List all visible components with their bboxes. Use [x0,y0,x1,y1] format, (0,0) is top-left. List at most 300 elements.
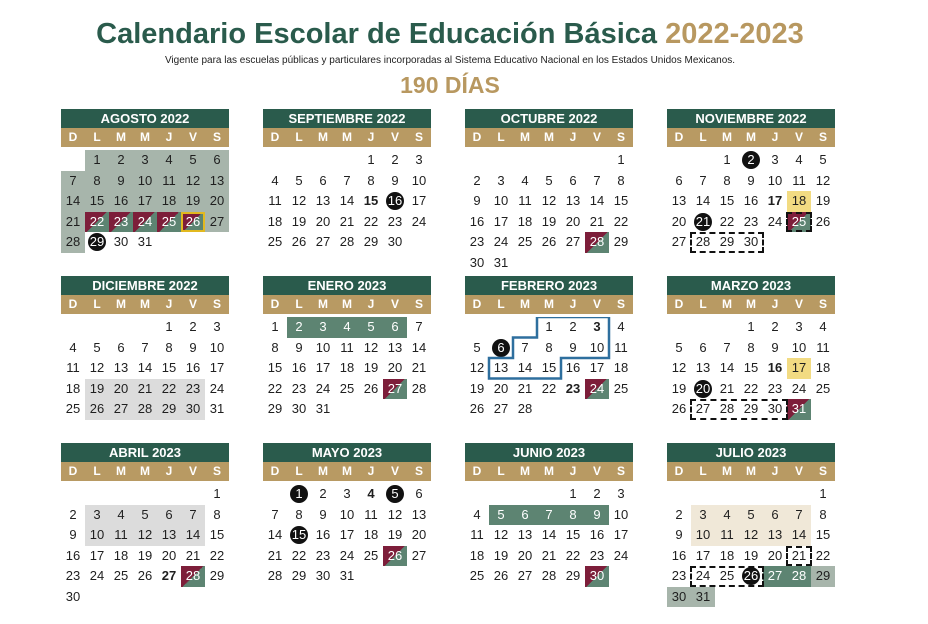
empty-cell [715,484,739,505]
day-cell: 22 [291,547,307,563]
day-cell: 14 [695,193,711,208]
day-cell: 12 [493,527,509,542]
day-cell: 18 [157,191,181,212]
day-cell: 13 [671,193,687,208]
weekday-label: D [472,464,482,478]
day-cell: 29 [267,401,283,416]
day-cell: 26 [181,212,205,233]
day-cell: 11 [364,506,378,522]
weekday-label: D [68,464,78,478]
day-cell: 9 [319,506,327,522]
day-cell: 23 [671,568,687,583]
day-cell: 31 [691,587,715,608]
day-cell: 5 [545,172,553,188]
empty-cell [263,484,287,505]
day-cell: 17 [787,358,811,379]
day-cell: 30 [291,401,307,416]
day-grid [667,150,835,253]
circled-day: 26 [743,568,759,583]
day-cell: 15 [209,527,225,542]
weekday-label: J [367,297,375,311]
month-calendar [667,443,835,613]
empty-cell [513,317,537,338]
day-cell: 9 [585,505,609,526]
month-calendar [465,276,633,446]
day-cell: 15 [541,360,557,375]
day-cell: 9 [473,193,481,208]
day-cell: 2 [593,486,601,501]
empty-cell [61,317,85,338]
day-cell: 2 [569,319,577,334]
day-cell: 1 [545,319,553,334]
day-cell: 3 [213,319,221,334]
day-cell: 14 [787,525,811,546]
empty-cell [489,150,513,171]
day-cell: 18 [113,547,129,563]
day-cell: 30 [767,401,783,416]
day-cell: 4 [157,150,181,171]
day-cell: 28 [695,234,711,249]
day-cell: 24 [585,379,609,400]
day-cell: 11 [157,171,181,192]
month-calendar [61,276,229,446]
day-cell: 4 [367,486,375,501]
day-cell: 17 [209,360,225,375]
weekday-label: M [342,297,352,311]
day-cell: 16 [565,360,581,375]
day-cell: 11 [518,193,532,208]
day-cell: 15 [719,193,735,208]
day-cell: 4 [795,152,803,167]
day-cell: 7 [537,505,561,526]
day-cell: 3 [415,152,423,167]
day-cell: 25 [65,401,81,416]
day-cell: 16 [767,360,783,375]
day-cell: 1 [165,319,173,334]
day-cell: 7 [521,339,529,355]
day-cell: 10 [411,172,427,188]
day-cell: 23 [387,213,403,229]
day-grid [61,317,229,420]
day-cell: 10 [691,525,715,546]
day-cell: 26 [383,546,407,567]
day-cell: 1 [271,319,279,334]
weekday-label: M [140,130,150,144]
weekday-label: S [818,464,827,478]
day-cell: 12 [291,193,307,208]
day-cell: 10 [589,339,605,355]
empty-cell [335,150,359,171]
weekday-label: S [616,130,625,144]
empty-cell [109,484,133,505]
weekday-label: M [116,130,126,144]
day-grid [61,484,229,607]
day-cell: 8 [271,339,279,355]
weekday-label: M [746,464,756,478]
day-grid [667,484,835,607]
day-grid [667,317,835,420]
day-cell: 25 [517,234,533,249]
day-grid [263,317,431,420]
weekday-label: S [212,297,221,311]
day-cell: 14 [411,339,427,355]
day-cell [489,338,513,359]
weekday-label: M [116,297,126,311]
month-title: ENERO 2023 [263,276,431,295]
day-cell: 18 [267,213,283,229]
day-cell: 26 [137,568,153,583]
day-cell: 20 [109,379,133,400]
day-cell: 8 [723,172,731,188]
day-cell: 26 [469,401,485,416]
day-cell: 15 [815,527,831,542]
day-cell: 13 [113,360,129,375]
day-cell: 19 [743,547,759,563]
weekday-label: S [212,464,221,478]
weekday-label: M [544,130,554,144]
day-cell: 21 [339,213,355,229]
day-cell: 27 [315,234,331,249]
day-cell: 15 [565,527,581,542]
day-cell: 24 [791,380,807,396]
day-cell: 19 [493,547,509,563]
day-cell: 25 [719,568,735,583]
day-cell: 5 [181,150,205,171]
day-cell: 5 [489,505,513,526]
day-cell: 7 [593,172,601,188]
day-cell: 8 [819,506,827,522]
empty-cell [133,484,157,505]
empty-cell [489,484,513,505]
weekday-label: S [616,297,625,311]
day-cell: 24 [89,568,105,583]
day-cell: 16 [185,360,201,375]
day-cell: 31 [137,234,153,249]
day-cell: 8 [213,506,221,522]
weekday-header [465,128,633,147]
day-cell: 23 [315,547,331,563]
empty-cell [465,150,489,171]
day-cell: 11 [715,525,739,546]
circled-day: 5 [386,485,404,503]
day-cell: 10 [791,339,807,355]
day-cell: 12 [469,360,485,375]
day-cell: 28 [61,232,85,253]
day-cell: 11 [268,193,282,208]
circled-day: 16 [387,193,403,208]
day-cell: 8 [367,172,375,188]
weekday-header [61,462,229,481]
day-cell: 21 [719,380,735,396]
day-cell: 22 [719,213,735,229]
day-cell: 30 [181,399,205,420]
day-cell: 10 [209,339,225,355]
day-cell: 28 [411,380,427,396]
day-cell: 2 [391,152,399,167]
weekday-label: L [93,130,101,144]
month-calendar [263,443,431,613]
day-cell: 14 [181,525,205,546]
month-title: JUNIO 2023 [465,443,633,462]
day-cell: 28 [133,399,157,420]
weekday-label: M [520,297,530,311]
day-cell: 18 [613,360,629,375]
empty-cell [537,484,561,505]
day-cell: 2 [473,172,481,188]
month-title: MARZO 2023 [667,276,835,295]
day-cell [383,484,407,505]
day-cell: 31 [493,254,509,270]
day-cell: 17 [133,191,157,212]
empty-cell [667,484,691,505]
weekday-label: S [212,130,221,144]
day-cell: 1 [617,152,625,167]
day-cell: 5 [359,317,383,338]
day-cell: 18 [787,191,811,212]
empty-cell [61,484,85,505]
weekday-label: D [68,297,78,311]
empty-cell [715,317,739,338]
day-cell: 15 [85,191,109,212]
day-cell: 1 [747,319,755,334]
weekday-header [667,128,835,147]
day-cell: 18 [469,547,485,563]
day-cell: 20 [671,213,687,229]
weekday-label: D [674,130,684,144]
day-cell: 14 [137,360,153,375]
day-cell: 21 [133,379,157,400]
day-cell: 4 [819,319,827,334]
day-cell: 11 [816,339,830,355]
weekday-label: M [140,464,150,478]
day-cell: 26 [291,234,307,249]
weekday-label: V [390,464,399,478]
empty-cell [763,484,787,505]
weekday-label: J [367,464,375,478]
empty-cell [489,317,513,338]
day-cell: 20 [517,547,533,563]
weekday-header [667,295,835,314]
month-title: AGOSTO 2022 [61,109,229,128]
empty-cell [691,317,715,338]
day-grid [263,150,431,253]
weekday-label: L [295,297,303,311]
day-cell: 17 [411,193,427,208]
day-cell: 3 [771,152,779,167]
days-count: 190 DÍAS [400,72,500,98]
day-cell: 13 [695,360,711,375]
weekday-label: D [674,464,684,478]
day-cell: 21 [267,547,283,563]
day-cell: 2 [675,506,683,522]
day-cell: 14 [517,360,533,375]
day-cell: 29 [719,234,735,249]
day-cell: 21 [61,212,85,233]
day-cell: 7 [787,505,811,526]
day-cell: 22 [157,379,181,400]
day-cell: 19 [137,547,153,563]
month-calendar [61,443,229,613]
empty-cell [157,484,181,505]
day-cell: 15 [161,360,177,375]
weekday-label: M [318,297,328,311]
day-cell: 7 [181,505,205,526]
empty-cell [667,317,691,338]
month-title: FEBRERO 2023 [465,276,633,295]
empty-cell [109,317,133,338]
weekday-label: M [318,130,328,144]
weekday-label: V [188,297,197,311]
day-cell: 18 [815,360,831,375]
day-cell: 6 [699,339,707,355]
day-cell: 17 [767,193,783,208]
weekday-label: V [794,464,803,478]
empty-cell [667,150,691,171]
day-cell: 24 [315,380,331,396]
day-cell: 22 [363,213,379,229]
weekday-label: M [520,464,530,478]
day-cell: 28 [517,401,533,416]
day-cell [287,484,311,505]
day-cell: 15 [267,360,283,375]
day-cell: 13 [157,525,181,546]
day-cell: 12 [815,172,831,188]
day-cell: 28 [787,566,811,587]
day-cell: 19 [85,379,109,400]
weekday-label: J [569,130,577,144]
day-grid [263,484,431,587]
day-cell: 4 [335,317,359,338]
day-cell: 11 [470,527,484,542]
day-cell: 24 [767,213,783,229]
weekday-label: L [497,464,505,478]
day-cell: 5 [93,339,101,355]
weekday-label: J [771,130,779,144]
weekday-label: V [390,130,399,144]
weekday-label: J [367,130,375,144]
day-cell: 2 [109,150,133,171]
weekday-label: M [746,130,756,144]
day-cell [691,212,715,233]
day-cell: 5 [133,505,157,526]
weekday-label: S [414,130,423,144]
empty-cell [85,484,109,505]
day-cell: 9 [675,527,683,542]
day-cell: 11 [109,525,133,546]
day-cell: 19 [363,360,379,375]
weekday-label: L [93,297,101,311]
day-cell: 23 [469,234,485,249]
weekday-label: D [270,130,280,144]
day-cell: 14 [719,360,735,375]
day-cell: 22 [565,547,581,563]
day-cell: 3 [691,505,715,526]
day-cell: 2 [771,319,779,334]
day-cell: 13 [493,360,509,375]
day-cell: 17 [339,527,355,542]
day-cell: 13 [565,193,581,208]
weekday-label: J [771,464,779,478]
subtitle: Vigente para las escuelas públicas y particulares incorporadas al Sistema Educativo Nacional en los Estados Unidos Mexicanos. [164,55,736,66]
day-grid [465,317,633,420]
circled-day: 29 [89,234,105,249]
empty-cell [691,484,715,505]
empty-cell [263,150,287,171]
day-cell: 1 [723,152,731,167]
day-cell: 13 [205,171,229,192]
day-cell: 25 [157,212,181,233]
day-cell: 9 [189,339,197,355]
day-grid [465,484,633,587]
weekday-label: J [569,464,577,478]
day-cell: 27 [383,379,407,400]
day-cell: 31 [339,568,355,583]
day-cell: 11 [792,172,806,188]
month-title: MAYO 2023 [263,443,431,462]
weekday-header [667,462,835,481]
day-cell: 25 [363,547,379,563]
day-cell [691,379,715,400]
day-cell: 17 [89,547,105,563]
weekday-label: M [722,130,732,144]
day-cell: 1 [819,486,827,501]
day-cell: 4 [271,172,279,188]
day-cell: 6 [675,172,683,188]
day-cell: 22 [541,380,557,396]
day-cell: 1 [85,150,109,171]
weekday-label: M [544,464,554,478]
day-cell: 6 [117,339,125,355]
day-cell: 26 [493,568,509,583]
day-cell: 25 [113,568,129,583]
day-cell: 26 [363,380,379,396]
month-title: NOVIEMBRE 2022 [667,109,835,128]
day-cell: 6 [763,505,787,526]
day-cell: 21 [589,213,605,229]
day-cell: 31 [315,401,331,416]
day-cell: 7 [271,506,279,522]
day-cell: 16 [315,527,331,542]
weekday-label: M [116,464,126,478]
day-cell: 25 [613,380,629,396]
day-cell: 12 [387,506,403,522]
weekday-header [263,128,431,147]
day-cell: 24 [613,547,629,563]
day-cell: 25 [339,380,355,396]
day-cell: 18 [339,360,355,375]
day-cell: 5 [819,152,827,167]
day-cell: 18 [517,213,533,229]
weekday-label: M [342,130,352,144]
day-cell: 28 [339,234,355,249]
title-main: Calendario Escolar de Educación Básica [96,18,658,50]
empty-cell [465,484,489,505]
day-cell: 30 [469,254,485,270]
empty-cell [61,150,85,171]
day-cell: 8 [85,171,109,192]
day-cell: 20 [767,547,783,563]
day-cell: 10 [613,506,629,522]
day-cell: 19 [181,191,205,212]
day-cell: 2 [287,317,311,338]
day-cell: 22 [209,547,225,563]
day-cell: 27 [493,401,509,416]
weekday-label: D [68,130,78,144]
circled-day: 1 [290,485,308,503]
empty-cell [181,484,205,505]
day-cell: 28 [181,566,205,587]
day-cell: 27 [205,212,229,233]
